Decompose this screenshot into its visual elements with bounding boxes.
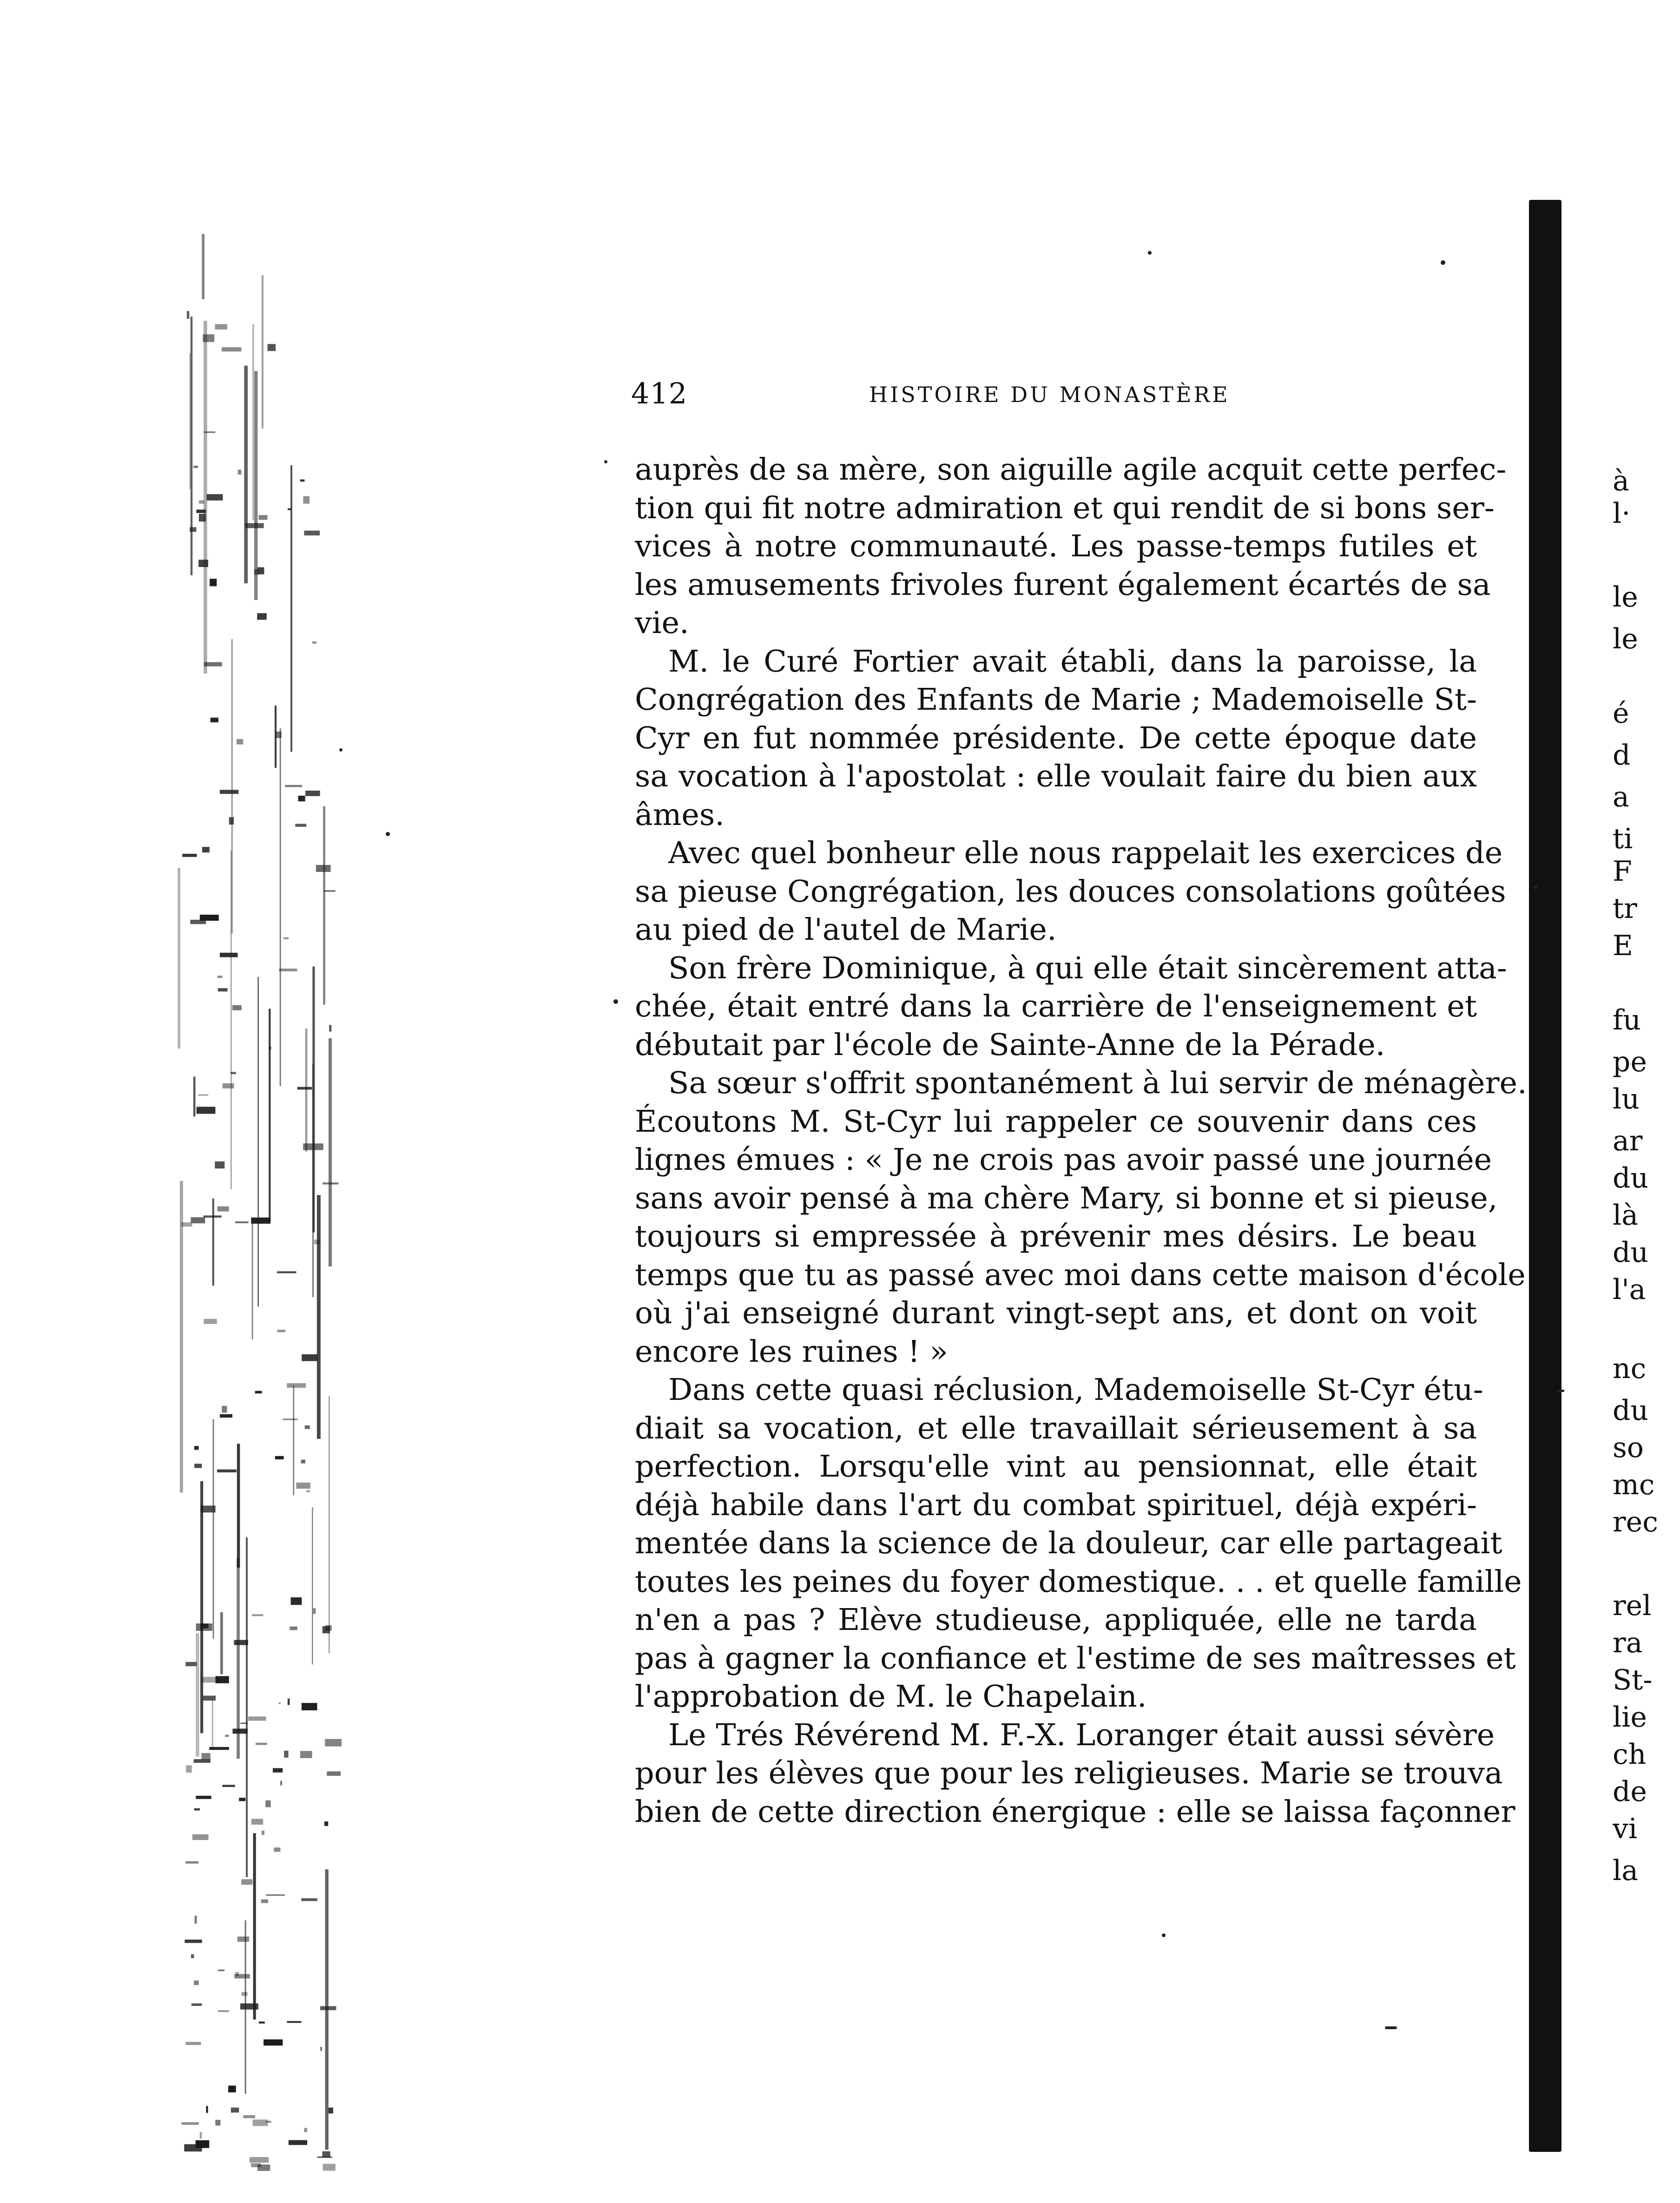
noise-mark [306,1490,310,1492]
noise-mark [235,1221,249,1223]
noise-mark [250,2157,269,2163]
noise-mark [290,1627,297,1630]
noise-mark [233,1728,248,1734]
margin-fragment: pe [1613,1046,1647,1078]
noise-mark [184,1939,202,1943]
noise-mark [325,1625,332,1631]
noise-mark [300,480,304,482]
noise-mark [206,2106,208,2113]
noise-mark [323,1182,338,1184]
noise-streak [212,1199,214,1286]
noise-streak [252,1223,253,1339]
margin-fragment: nc [1613,1352,1647,1385]
noise-mark [182,854,197,857]
margin-fragment: tr [1613,892,1637,925]
noise-streak [312,1507,313,1664]
margin-fragment: le [1613,623,1638,655]
noise-mark [304,531,320,535]
margin-fragment: lie [1613,1701,1647,1734]
noise-mark [262,1831,264,1835]
noise-mark [302,1703,317,1710]
noise-streak [323,806,325,1005]
noise-mark [184,2144,202,2152]
margin-fragment: d [1613,739,1631,772]
margin-fragment: le [1613,581,1638,613]
ink-speck [1162,1933,1166,1937]
noise-streak [237,1444,240,1568]
noise-mark [194,1808,200,1811]
noise-streak [196,1633,199,1756]
noise-mark [237,1937,249,1942]
noise-mark [302,1354,317,1361]
noise-streak [253,1833,256,2019]
noise-mark [277,1330,285,1332]
text-line: Écoutons M. St-Cyr lui rappeler ce souvenir dans ces [635,1104,1477,1139]
noise-mark [320,2047,322,2051]
ink-speck [604,460,607,463]
noise-mark [278,1702,280,1704]
text-line: perfection. Lorsqu'elle vint au pensionnat, elle était [635,1449,1477,1484]
noise-mark [185,2042,201,2045]
noise-mark [274,1847,280,1852]
noise-mark [295,824,306,827]
noise-mark [259,515,268,520]
margin-fragment: ar [1613,1125,1643,1157]
text-line: Son frère Dominique, à qui elle était sincèrement atta- [668,950,1507,986]
noise-streak [312,967,315,1233]
noise-mark [314,1240,321,1244]
noise-mark [251,1819,263,1825]
noise-mark [218,1970,224,1972]
noise-mark [257,2164,270,2171]
text-line: vie. [635,606,689,640]
noise-streak [280,728,281,1086]
noise-mark [275,1456,284,1459]
noise-mark [191,1217,205,1223]
noise-mark [305,791,320,796]
text-line: n'en a pas ? Elève studieuse, appliquée, elle ne tarda [635,1603,1477,1637]
noise-mark [254,569,259,575]
noise-streak [178,868,180,1049]
gutter-shadow-bar [1529,200,1561,2152]
noise-streak [305,1029,308,1152]
noise-mark [202,847,210,852]
noise-mark [266,2121,271,2123]
margin-fragment: E [1613,930,1633,962]
text-line: sa vocation à l'apostolat : elle voulait faire du bien aux [635,759,1477,794]
noise-mark [194,1446,199,1450]
noise-mark [269,1047,271,1049]
noise-mark [231,2108,239,2113]
noise-mark [261,1900,268,1903]
noise-mark [215,1161,224,1168]
noise-mark [211,718,218,722]
noise-mark [191,2004,202,2006]
noise-streak [329,1396,330,1654]
noise-mark [266,1894,285,1896]
noise-mark [323,2151,330,2157]
noise-mark [283,1418,297,1420]
text-line: âmes. [635,797,725,832]
noise-mark [296,1483,310,1489]
margin-fragment: du [1613,1162,1649,1194]
text-line: Le Trés Révérend M. F.-X. Loranger était aussi sévère [668,1717,1495,1753]
noise-mark [220,1414,232,1418]
noise-streak [252,324,254,521]
noise-mark [203,1695,216,1701]
noise-mark [200,915,219,921]
noise-streak [220,1612,223,1675]
noise-mark [259,2022,265,2024]
noise-mark [312,641,316,644]
margin-fragment: ti [1613,823,1633,855]
ink-speck [386,832,390,836]
ink-speck [1148,251,1152,255]
noise-mark [204,1319,217,1324]
noise-mark [191,1954,194,1958]
text-line: temps que tu as passé avec moi dans cette maison d'école [635,1257,1526,1293]
text-line: débutait par l'école de Sainte-Anne de la Pérade. [635,1027,1385,1062]
margin-fragment: du [1613,1394,1649,1427]
noise-mark [222,347,241,351]
noise-streak [290,465,292,752]
noise-mark [237,739,243,745]
noise-mark [197,509,206,513]
running-title: HISTOIRE DU MONASTÈRE [869,382,1230,407]
text-line: Avec quel bonheur elle nous rappelait les exercices de [668,836,1503,871]
noise-mark [201,1677,218,1682]
text-line: mentée dans la science de la douleur, car elle partageait [635,1526,1502,1561]
noise-mark [194,1759,211,1763]
noise-mark [289,2140,307,2145]
noise-mark [300,1751,312,1758]
noise-mark [288,508,291,510]
text-line: tion qui fit notre admiration et qui rendit de si bons ser- [635,490,1495,526]
noise-mark [287,1383,306,1388]
noise-mark [324,890,336,892]
noise-mark [241,1879,252,1885]
noise-mark [301,1898,317,1901]
noise-mark [256,1743,267,1745]
binding-noise-strip [167,204,376,2194]
noise-mark [223,1083,234,1088]
noise-mark [288,1699,290,1705]
noise-mark [252,1614,264,1616]
noise-streak [329,1038,332,1266]
noise-mark [291,1597,302,1605]
ink-speck [1557,1390,1564,1392]
noise-streak [202,234,204,299]
margin-fragment: ch [1613,1738,1647,1771]
noise-mark [199,514,206,522]
noise-mark [275,732,281,738]
noise-streak [257,977,259,1306]
noise-mark [218,988,228,991]
noise-mark [225,1735,229,1737]
noise-mark [181,1222,192,1227]
noise-mark [217,1207,229,1212]
text-line: pour les élèves que pour les religieuses. Marie se trouva [635,1756,1503,1791]
noise-mark [231,1072,236,1074]
noise-mark [185,1861,198,1864]
noise-streak [269,1009,270,1221]
margin-fragment: lu [1613,1083,1640,1115]
noise-mark [201,1506,216,1513]
ink-speck [1534,885,1537,889]
ink-speck [1385,2026,1397,2029]
text-line: Sa sœur s'offrit spontanément à lui servir de ménagère. [668,1066,1527,1101]
margin-fragment: l'a [1613,1273,1646,1306]
noise-mark [251,1218,270,1224]
noise-mark [323,2164,336,2171]
text-line: sans avoir pensé à ma chère Mary, si bonne et si pieuse, [635,1181,1498,1216]
noise-mark [236,1972,239,1976]
noise-mark [185,1662,197,1666]
noise-mark [279,969,297,971]
noise-mark [313,1608,316,1614]
noise-streak [213,1419,214,1639]
noise-mark [245,523,264,528]
noise-mark [217,1470,237,1472]
margin-fragment: du [1613,1236,1649,1269]
noise-mark [327,1771,341,1776]
noise-mark [209,1747,229,1750]
noise-mark [215,324,228,330]
noise-mark [283,937,289,939]
noise-mark [194,1980,199,1985]
noise-mark [229,817,234,824]
noise-mark [317,2157,332,2158]
noise-mark [234,1640,248,1645]
noise-mark [222,1785,235,1787]
noise-mark [301,1460,305,1464]
noise-mark [199,500,204,503]
noise-streak [204,321,207,673]
noise-mark [257,613,267,620]
noise-mark [273,1768,283,1772]
margin-fragment: la [1613,1854,1638,1887]
noise-mark [193,466,198,468]
text-line: Congrégation des Enfants de Marie ; Mademoiselle St- [635,682,1477,717]
noise-mark [284,1751,288,1758]
noise-streak [254,371,257,600]
margin-fragment: a [1613,781,1629,813]
text-line: toujours si empressée à prévenir mes désirs. Le beau [635,1219,1477,1254]
noise-mark [316,865,331,872]
noise-streak [237,1558,240,1759]
ink-speck [613,999,618,1004]
margin-fragment: rel [1613,1590,1652,1622]
margin-fragment: é [1613,697,1629,730]
noise-mark [253,2119,268,2126]
margin-fragment: de [1613,1775,1647,1808]
noise-mark [222,1406,227,1413]
noise-mark [277,1271,296,1273]
noise-mark [240,2004,258,2010]
noise-mark [297,1087,312,1090]
noise-mark [204,662,222,666]
noise-mark [325,1739,342,1747]
margin-fragment: l· [1613,497,1631,530]
noise-mark [217,976,223,978]
noise-mark [218,2010,229,2012]
noise-mark [285,785,302,787]
noise-mark [243,2115,255,2118]
text-line: Cyr en fut nommée présidente. De cette époque date [635,720,1477,756]
text-line: l'approbation de M. le Chapelain. [635,1679,1147,1714]
noise-mark [220,953,238,957]
noise-mark [239,1798,245,1801]
noise-mark [242,1992,248,1996]
text-line: au pied de l'autel de Marie. [635,912,1057,947]
noise-streak [246,1537,248,1877]
text-line: Dans cette quasi réclusion, Mademoiselle St-Cyr étu- [668,1372,1483,1407]
noise-mark [228,2085,236,2092]
noise-mark [329,2108,333,2114]
noise-mark [255,1391,262,1394]
noise-mark [210,579,217,586]
noise-mark [232,1005,242,1010]
margin-fragment: fu [1613,1004,1641,1036]
noise-mark [268,344,276,351]
noise-mark [298,796,305,801]
noise-mark [187,311,189,319]
noise-mark [220,790,238,794]
noise-streak [231,639,233,933]
margin-fragment: mc [1613,1469,1655,1501]
text-line: encore les ruines ! » [635,1334,948,1369]
noise-mark [195,1916,197,1924]
body-text [635,451,1527,1829]
text-line: pas à gagner la confiance et l'estime de ses maîtresses et [635,1641,1516,1676]
noise-mark [238,470,242,475]
margin-fragment: F [1613,855,1632,888]
noise-mark [304,2128,307,2132]
noise-mark [202,1753,211,1760]
noise-mark [264,2039,283,2045]
noise-streak [262,275,264,429]
text-line: chée, était entré dans la carrière de l'enseignement et [635,989,1477,1024]
margin-fragment: vi [1613,1813,1638,1845]
text-line: lignes émues : « Je ne crois pas avoir passé une journée [635,1142,1492,1177]
noise-mark [320,2006,336,2010]
margin-fragment: so [1613,1431,1644,1464]
margin-fragment: ra [1613,1627,1643,1659]
margin-fragment: St- [1613,1664,1653,1696]
noise-streak [317,1195,321,1439]
noise-mark [197,1107,216,1114]
noise-mark [198,560,208,567]
noise-mark [303,1143,323,1150]
ink-speck [1441,260,1445,265]
noise-mark [303,496,310,504]
noise-streak [244,366,248,583]
noise-streak [193,1077,196,1117]
text-line: sa pieuse Congrégation, les douces consolations goûtées [635,874,1506,909]
noise-mark [280,1781,282,1786]
noise-mark [203,334,214,342]
noise-mark [182,2122,199,2125]
noise-mark [186,1765,192,1773]
margin-fragment: là [1613,1199,1638,1232]
noise-mark [196,1796,211,1799]
noise-mark [207,494,223,501]
noise-mark [190,527,196,532]
noise-mark [198,1094,209,1095]
noise-mark [265,1801,270,1807]
noise-mark [248,1716,266,1721]
noise-mark [324,1821,328,1826]
noise-streak [180,1181,183,1492]
text-line: bien de cette direction énergique : elle se laissa façonner [635,1794,1515,1829]
text-line: toutes les peines du foyer domestique. . . et quelle famille [635,1564,1522,1599]
noise-streak [189,353,191,489]
noise-mark [329,1025,331,1031]
page-number: 412 [631,376,688,410]
ink-speck [339,748,343,752]
text-line: les amusements frivoles furent également écartés de sa [635,567,1491,602]
noise-mark [204,431,215,433]
margin-fragment: rec [1613,1506,1658,1538]
noise-mark [305,1425,310,1429]
noise-mark [215,2120,220,2125]
text-line: déjà habile dans l'art du combat spirituel, déjà expéri- [635,1487,1477,1523]
text-line: vices à notre communauté. Les passe-temps futiles et [635,529,1477,564]
text-line: auprès de sa mère, son aiguille agile acquit cette perfec- [635,452,1507,487]
next-page-margin-fragments [1613,465,1673,1952]
noise-mark [194,1464,202,1468]
noise-mark [196,1623,212,1631]
text-line: où j'ai enseigné durant vingt-sept ans, et dont on voit [635,1296,1477,1331]
noise-mark [204,1215,222,1218]
running-head [631,376,1472,418]
noise-mark [192,1834,209,1840]
noise-streak [200,1481,203,1733]
noise-mark [200,2132,202,2138]
noise-streak [212,1699,213,1748]
text-line: diait sa vocation, et elle travaillait sérieusement à sa [635,1411,1477,1446]
text-line: M. le Curé Fortier avait établi, dans la paroisse, la [668,644,1477,679]
margin-fragment: à [1613,465,1629,497]
noise-mark [287,2021,301,2023]
noise-mark [240,1722,247,1724]
noise-streak [293,1385,294,1496]
